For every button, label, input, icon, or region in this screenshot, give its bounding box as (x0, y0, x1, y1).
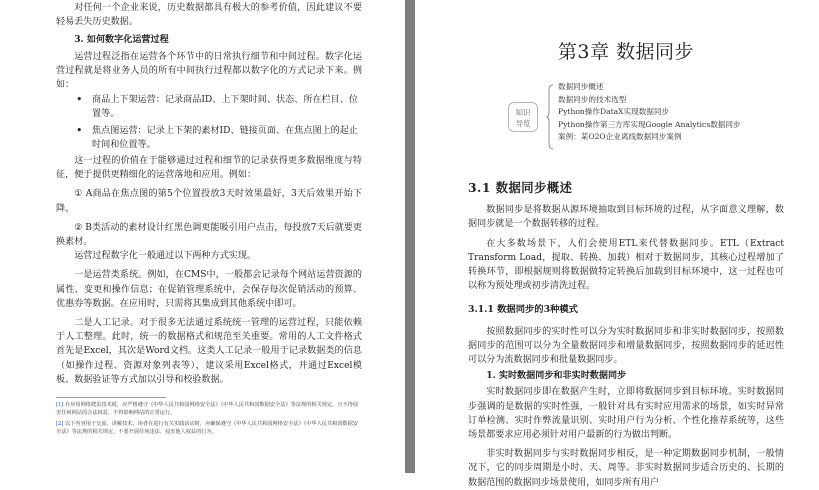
bullet-item (56, 93, 362, 121)
left-page-content (56, 0, 362, 440)
footnote-item (56, 421, 362, 436)
footnote-item (56, 402, 362, 417)
paragraph-offline-sync: 非实时数据同步与实时数据同步相反，是一种定期数据同步机制，一般情况下，它的同步周期是小时、天、周等。非实时数据同步适合历史的、长期的数据范围的数据同步场景使用，如同步所有用户 (468, 449, 784, 488)
left-page (0, 0, 405, 473)
guide-label-box (508, 102, 538, 132)
guide-label-line: 导览 (515, 119, 531, 128)
right-page (415, 0, 819, 488)
footnote-text: 以下内容用于交流、讲解技术，读者在进行有关实践活动时，应确保遵守《中华人民共和国网络安全法》《中华人民共和国数据安全法》等法规的相关规定，不要开展任何违法、侵害他人权益的行为。 (56, 421, 359, 435)
bullet-marker: • (76, 93, 83, 107)
heading-realtime-vs-offline: 1. 实时数据同步和非实时数据同步 (486, 370, 627, 382)
bullet-item (56, 124, 362, 152)
bullet-marker: • (76, 123, 83, 137)
example-item: ② B类活动的素材设计红黑色调更能吸引用户点击，每投放7天后就要更换素材。 (56, 222, 362, 248)
page-gutter-divider (405, 0, 415, 473)
paragraph-process-value: 这一过程的价值在于能够通过过程和细节的记录获得更多数据维度与特征，便于提供更精细化的运营落地和应用。例如： (56, 156, 362, 181)
paragraph-operations-intro: 运营过程泛指在运营各个环节中的日常执行细节和中间过程。数字化运营过程就是将业务人员的所有中间执行过程都以数字化的方式记录下来。例如： (56, 51, 362, 91)
bullet-text: 商品上下架运营：记录商品ID、上下架时间、状态、所在栏目、位置等。 (92, 95, 358, 120)
footnotes (56, 402, 362, 436)
bullet-text: 焦点图运营：记录上下架的素材ID、链接页面、在焦点图上的起止时间和位置等。 (92, 125, 358, 150)
guide-item: Python操作第三方库实现Google Analytics数据同步 (558, 119, 741, 129)
right-page-content (468, 0, 784, 490)
footnote-ref-link[interactable]: [2] (56, 421, 64, 428)
section-heading-sync-overview: 3.1 数据同步概述 (468, 180, 573, 195)
footnote-divider (56, 397, 166, 398)
curly-brace-icon (546, 84, 554, 150)
section-heading-digitize-operations: 3. 如何数字化运营过程 (74, 34, 169, 46)
guide-label-line: 知识 (515, 108, 531, 117)
guide-item: 数据同步概述 (558, 82, 604, 91)
paragraph-method-manual: 二是人工记录。对于很多无法通过系统统一管理的运营过程，只能依赖于人工整理。此时，统一的数据格式和规范至关重要。常用的人工文件格式首先是Excel，其次是Word文档。这类人工记录一般用于记录数据类的信息（如操作过程、资源对象列表等），建议采用Excel格式，并通过Excel模板、数据验证等方式加以引导和校验数据。 (56, 318, 362, 385)
footnote-ref-link[interactable]: [1] (56, 402, 64, 409)
guide-item: 案例：某O2O企业离线数据同步案例 (558, 132, 682, 141)
guide-list (558, 81, 741, 144)
paragraph-sync-definition: 数据同步是将数据从源环境抽取到目标环境的过程，从字面意义理解，数据同步就是一个数据转移的过程。 (468, 205, 784, 230)
paragraph-sync-classification: 按照数据同步的实时性可以分为实时数据同步和非实时数据同步，按照数据同步的范围可以分为全量数据同步和增量数据同步，按照数据同步的延迟性可以分为流数据同步和批量数据同步。 (468, 326, 784, 366)
example-item: ① A商品在焦点图的第5个位置投放3天时效果最好，3天后效果开始下降。 (56, 189, 362, 214)
guide-item: Python操作DataX实现数据同步 (558, 107, 670, 116)
chapter-title: 第3章 数据同步 (557, 41, 695, 63)
paragraph-methods-intro: 运营过程数字化一般通过以下两种方式实现。 (74, 251, 257, 262)
paragraph-realtime-sync: 实时数据同步即在数据产生时，立即将数据同步到目标环境。实时数据同步强调的是数据的实时性强，一般针对具有实时应用需求的场景，如实时异常订单检测、实时作弊流量识别、实时用户行为分析、个性化推荐系统等，这些场景都要求应用必须针对用户最新的行为做出判断。 (468, 387, 784, 441)
paragraph-method-system: 一是运营类系统。例如，在CMS中，一般都会记录每个网站运营资源的属性、变更和操作信息；在促销管理系统中，会保存每次促销活动的预算、优惠券等数据。在应用时，只需将其集成到其他系统中即可。 (56, 270, 362, 309)
subsection-heading-sync-modes: 3.1.1 数据同步的3种模式 (468, 304, 578, 316)
paragraph-history-value: 对任何一个企业来说，历史数据都具有极大的参考价值，因此建议不要轻易丢失历史数据。 (56, 3, 362, 28)
footnote-text: 在应用网络爬虫技术时，应严格遵守《中华人民共和国网络安全法》《中华人民共和国数据安全法》等法规的相关规定，且不得侵害任何网站的合法权益，不得影响网站的正常运行。 (56, 402, 359, 416)
paragraph-etl: 在大多数场景下，人们会使用ETL来代替数据同步。ETL（Extract Transform Load，提取、转换、加载）相对于数据同步，其核心过程增加了转换环节，即根据规则将数据做特定转换后加载到目标环境中，这一过程也可以称为预处理或初步清洗过程。 (468, 238, 784, 292)
knowledge-guide (468, 78, 784, 158)
guide-item: 数据同步的技术选型 (558, 94, 627, 104)
